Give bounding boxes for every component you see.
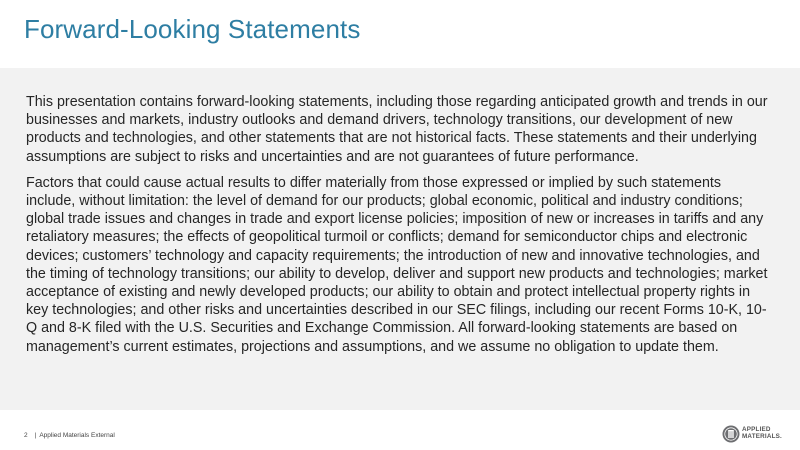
logo-wordmark (742, 427, 782, 441)
page-number: 2 (24, 432, 28, 439)
applied-materials-logo-icon (722, 425, 740, 443)
logo-line-2: MATERIALS. (741, 433, 782, 440)
footer-info (24, 432, 115, 439)
footer-separator: | (34, 432, 37, 439)
slide-footer (0, 410, 800, 450)
statement-paragraph-2: Factors that could cause actual results to differ materially from those expressed or implied by such statements include, without limitation: the level of demand for our products; global economic, political and industry conditions; global trade issues and changes in trade and export license policies; imposition of new or increases in tariffs and any retaliatory measures; the effects of geopolitical turmoil or conflicts; demand for semiconductor chips and electronic devices; customers’ technology and capacity requirements; the introduction of new and innovative technologies, and the timing of technology transitions; our ability to develop, deliver and support new products and technologies; market acceptance of existing and newly developed products; our ability to obtain and protect intellectual property rights in key technologies; and other risks and uncertainties described in our SEC filings, including our recent Forms 10-K, 10-Q and 8-K filed with the U.S. Securities and Exchange Commission. All forward-looking statements are based on management’s current estimates, projections and assumptions, and we assume no obligation to update them. (26, 174, 768, 355)
logo-line-1: APPLIED (741, 426, 771, 434)
statement-body (26, 93, 772, 364)
company-logo (722, 424, 782, 444)
statement-paragraph-1: This presentation contains forward-looking statements, including those regarding anticipated growth and trends in our businesses and markets, industry outlooks and demand drivers, technology transitions, our development of new products and technologies, and other statements that are not historical facts. These statements and their underlying assumptions are subject to risks and uncertainties and are not guarantees of future performance. (26, 94, 768, 165)
content-panel (0, 68, 800, 410)
slide-title: Forward-Looking Statements (24, 14, 361, 44)
classification-label: Applied Materials External (39, 432, 115, 439)
slide-header (0, 0, 800, 68)
